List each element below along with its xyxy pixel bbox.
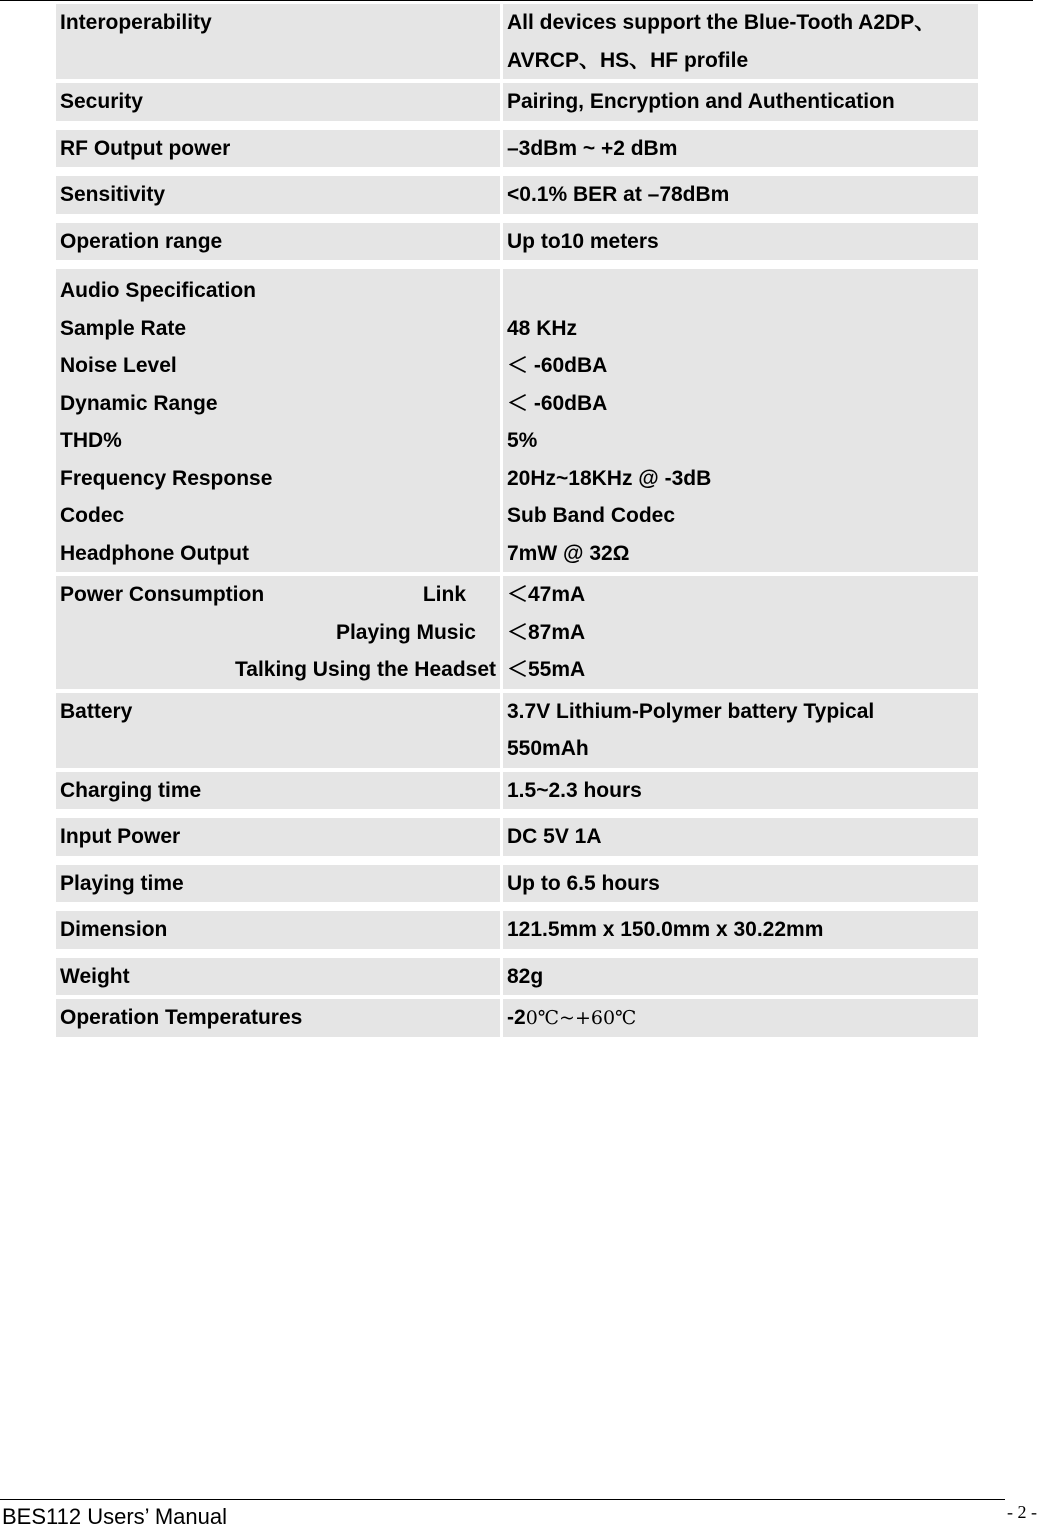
label-line: Security	[60, 90, 143, 113]
spec-label	[56, 576, 500, 689]
spec-label	[56, 693, 500, 768]
value-line: 1.5~2.3 hours	[507, 778, 642, 802]
spec-row-operation-temperatures	[56, 999, 978, 1037]
label-line: Operation range	[60, 229, 223, 253]
label-line: THD%	[60, 429, 122, 452]
spec-row-input-power	[56, 818, 978, 856]
label-line: Dynamic Range	[60, 391, 218, 415]
value-line: 48 KHz	[507, 316, 578, 340]
value-line: AVRCP、HS、HF profile	[507, 48, 749, 72]
spec-row-dimension	[56, 911, 978, 949]
temp-value-prefix: -2	[507, 1006, 526, 1029]
temp-value-range: 0℃~+60℃	[525, 1007, 637, 1029]
power-sub-talking: Talking Using the Headset	[235, 658, 496, 681]
label-line: Audio Specification	[60, 279, 257, 302]
value-line	[507, 272, 974, 310]
label-line: Dimension	[60, 918, 168, 941]
value-line: Up to 6.5 hours	[507, 871, 660, 895]
spec-row-interoperability	[56, 4, 978, 79]
page-number: - 2 -	[1007, 1502, 1037, 1522]
label-line: Frequency Response	[60, 466, 273, 490]
label-line	[60, 42, 496, 80]
spec-label	[56, 958, 500, 996]
spec-label	[56, 911, 500, 949]
spec-label	[56, 269, 500, 572]
top-rule	[0, 0, 1033, 1]
value-line: 7mW @ 32Ω	[507, 541, 630, 565]
value-line: 82g	[507, 964, 544, 988]
spec-value	[503, 176, 978, 214]
value-line: ＜87mA	[507, 620, 586, 644]
spec-label	[56, 176, 500, 214]
spec-row-security	[56, 83, 978, 121]
label-line: RF Output power	[60, 136, 231, 160]
label-line: Sensitivity	[60, 183, 166, 206]
spec-row-battery	[56, 693, 978, 768]
spec-value	[503, 83, 978, 121]
spec-value	[503, 958, 978, 996]
value-line: 5%	[507, 429, 538, 452]
spec-value	[503, 693, 978, 768]
value-line: Sub Band Codec	[507, 504, 676, 527]
spec-value	[503, 130, 978, 168]
spec-row-power-consumption	[56, 576, 978, 689]
value-line: 3.7V Lithium-Polymer battery Typical	[507, 699, 875, 723]
power-sub-playing: Playing Music	[335, 620, 476, 644]
spec-row-charging-time	[56, 772, 978, 810]
value-line	[507, 999, 974, 1037]
spec-label	[56, 83, 500, 121]
spec-label	[56, 999, 500, 1037]
power-sub-link: Link	[422, 583, 466, 606]
spec-value	[503, 223, 978, 261]
value-line: ＜ -60dBA	[507, 354, 608, 377]
value-line: <0.1% BER at –78dBm	[507, 183, 730, 206]
label-line: Noise Level	[60, 354, 177, 377]
spec-value	[503, 999, 978, 1037]
label-line: Input Power	[60, 825, 181, 848]
spec-label	[56, 4, 500, 79]
value-line: ＜47mA	[507, 583, 586, 606]
spec-value	[503, 911, 978, 949]
spec-value	[503, 865, 978, 903]
value-line: Up to10 meters	[507, 229, 659, 253]
label-line	[60, 730, 496, 768]
spec-row-sensitivity	[56, 176, 978, 214]
label-line: Operation Temperatures	[60, 1006, 303, 1029]
value-line: ＜55mA	[507, 658, 586, 681]
label-line: Sample Rate	[60, 316, 187, 340]
value-line: ＜ -60dBA	[507, 391, 608, 415]
label-line: Weight	[60, 964, 130, 988]
value-line: 20Hz~18KHz @ -3dB	[507, 466, 712, 490]
spec-label	[56, 818, 500, 856]
spec-label	[56, 772, 500, 810]
spec-value	[503, 772, 978, 810]
value-line: 550mAh	[507, 737, 589, 760]
label-line: Interoperability	[60, 11, 212, 34]
spec-table	[56, 4, 978, 1037]
value-line: Pairing, Encryption and Authentication	[507, 90, 895, 113]
power-label: Power Consumption	[60, 583, 265, 606]
label-line: Headphone Output	[60, 541, 249, 565]
label-line: Charging time	[60, 778, 202, 802]
spec-row-rf-output-power	[56, 130, 978, 168]
value-line: DC 5V 1A	[507, 825, 602, 848]
spec-label	[56, 130, 500, 168]
spec-row-audio	[56, 269, 978, 572]
spec-row-playing-time	[56, 865, 978, 903]
value-line: All devices support the Blue-Tooth A2DP、	[507, 11, 936, 34]
value-line: –3dBm ~ +2 dBm	[507, 136, 678, 160]
spec-value	[503, 576, 978, 689]
label-line: Playing time	[60, 871, 184, 895]
footer-rule	[0, 1499, 1005, 1500]
spec-label	[56, 865, 500, 903]
footer-title: BES112 Users’ Manual	[2, 1504, 227, 1529]
label-line: Battery	[60, 699, 133, 723]
spec-row-operation-range	[56, 223, 978, 261]
spec-value	[503, 4, 978, 79]
spec-label	[56, 223, 500, 261]
label-line: Codec	[60, 504, 125, 527]
value-line: 121.5mm x 150.0mm x 30.22mm	[507, 918, 824, 941]
spec-value	[503, 818, 978, 856]
spec-value	[503, 269, 978, 572]
power-line-1	[60, 576, 496, 614]
spec-row-weight	[56, 958, 978, 996]
